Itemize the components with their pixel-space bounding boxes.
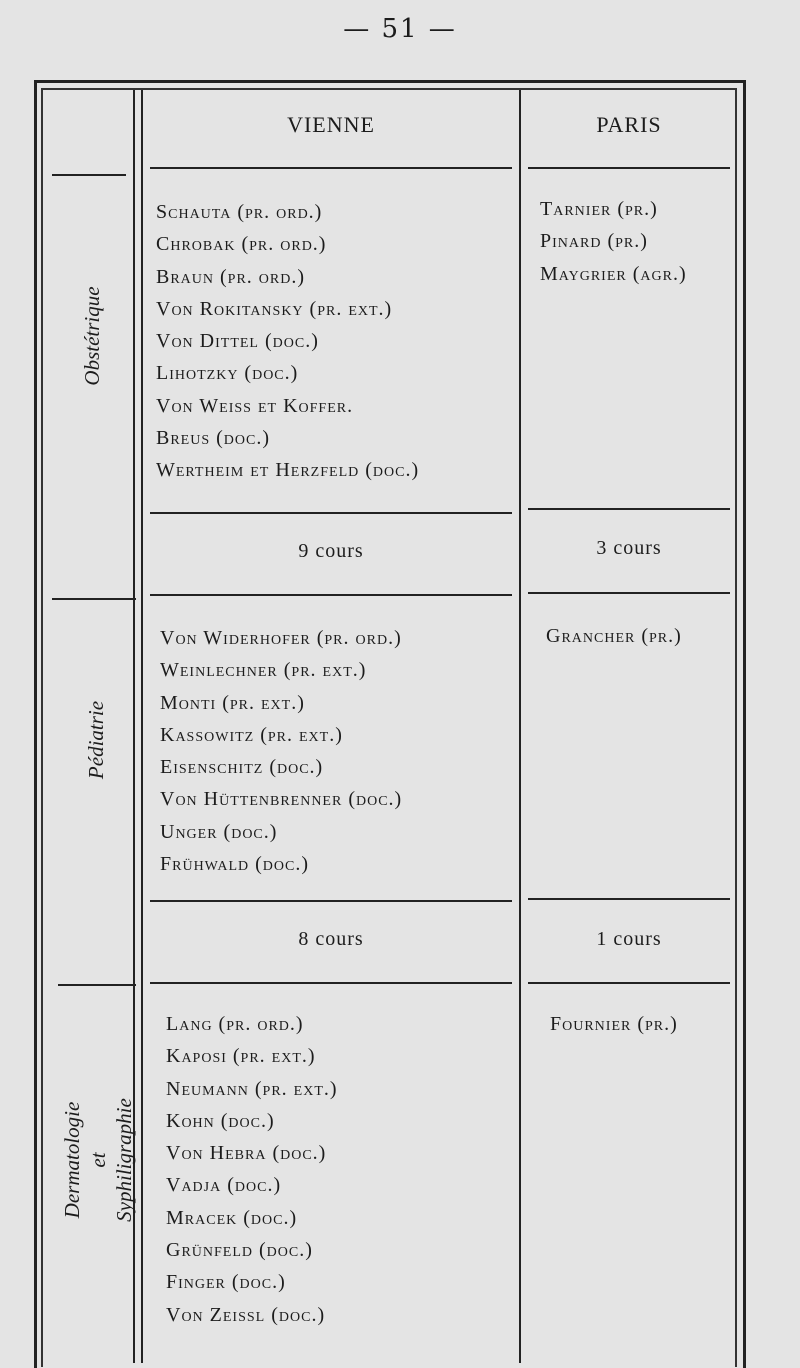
list-item: Pinard (pr.): [540, 230, 648, 253]
paris-list-dermatologie: [550, 1008, 678, 1040]
list-item: Grünfeld (doc.): [166, 1239, 313, 1262]
rule: [52, 598, 136, 600]
column-header-vienne: VIENNE: [287, 112, 375, 137]
list-item: Kaposi (pr. ext.): [166, 1045, 316, 1068]
list-item: Unger (doc.): [160, 820, 278, 843]
list-item: Chrobak (pr. ord.): [156, 233, 327, 256]
rule: [528, 508, 730, 510]
vienne-list-obstetrique: [156, 196, 419, 487]
list-item: Tarnier (pr.): [540, 198, 658, 220]
section-label-line: et: [86, 1152, 110, 1168]
list-item: Von Weiss et Koffer.: [156, 394, 354, 417]
rule: [150, 982, 512, 984]
list-item: Wertheim et Herzfeld (doc.): [156, 459, 420, 482]
section-label-line: Dermatologie: [60, 1101, 84, 1219]
vienne-list-pediatrie: [160, 622, 402, 880]
list-item: Maygrier (agr.): [540, 262, 687, 285]
list-item: Grancher (pr.): [546, 625, 682, 647]
list-item: Frühwald (doc.): [160, 853, 309, 876]
rule: [528, 898, 730, 900]
vienne-total-obstetrique: 9 cours: [298, 540, 364, 562]
list-item: Vadja (doc.): [166, 1174, 282, 1197]
list-item: Von Hebra (doc.): [166, 1142, 327, 1165]
list-item: Von Dittel (doc.): [156, 330, 319, 353]
list-item: Fournier (pr.): [550, 1013, 678, 1035]
list-item: Kohn (doc.): [166, 1109, 275, 1132]
rule: [58, 984, 136, 986]
rule: [150, 594, 512, 596]
list-item: Lang (pr. ord.): [166, 1013, 304, 1035]
list-item: Lihotzky (doc.): [156, 362, 299, 385]
paris-list-obstetrique: [540, 193, 687, 290]
divider-paris-column: [519, 90, 521, 1363]
section-label-line: Syphiligraphie: [112, 1098, 136, 1222]
list-item: Von Widerhofer (pr. ord.): [160, 627, 402, 649]
list-item: Braun (pr. ord.): [156, 265, 306, 288]
rule: [150, 900, 512, 902]
list-item: Eisenschitz (doc.): [160, 756, 324, 779]
list-item: Kassowitz (pr. ext.): [160, 723, 343, 746]
paris-list-pediatrie: [546, 620, 682, 652]
list-item: Mracek (doc.): [166, 1206, 298, 1229]
paris-total-obstetrique: 3 cours: [596, 537, 662, 559]
list-item: Von Zeissl (doc.): [166, 1303, 326, 1326]
rule: [150, 167, 512, 169]
column-header-paris: PARIS: [596, 112, 662, 137]
rule: [528, 167, 730, 169]
section-label-pediatrie: Pédiatrie: [84, 700, 108, 780]
list-item: Breus (doc.): [156, 427, 271, 450]
rule: [150, 512, 512, 514]
rule: [52, 174, 126, 176]
rule: [528, 592, 730, 594]
list-item: Schauta (pr. ord.): [156, 201, 323, 223]
list-item: Von Rokitansky (pr. ext.): [156, 297, 393, 320]
list-item: Weinlechner (pr. ext.): [160, 659, 367, 682]
vienne-total-pediatrie: 8 cours: [298, 928, 364, 950]
section-label-dermatologie: [59, 1098, 137, 1222]
vienne-list-dermatologie: [166, 1008, 338, 1331]
paris-total-pediatrie: 1 cours: [596, 928, 662, 950]
section-label-obstetrique: Obstétrique: [80, 286, 104, 386]
rule: [528, 982, 730, 984]
divider-label-column-inner: [141, 90, 143, 1363]
list-item: Von Hüttenbrenner (doc.): [160, 788, 403, 811]
list-item: Neumann (pr. ext.): [166, 1077, 338, 1100]
list-item: Finger (doc.): [166, 1271, 286, 1294]
page-number: — 51 —: [343, 14, 457, 44]
list-item: Monti (pr. ext.): [160, 691, 305, 714]
